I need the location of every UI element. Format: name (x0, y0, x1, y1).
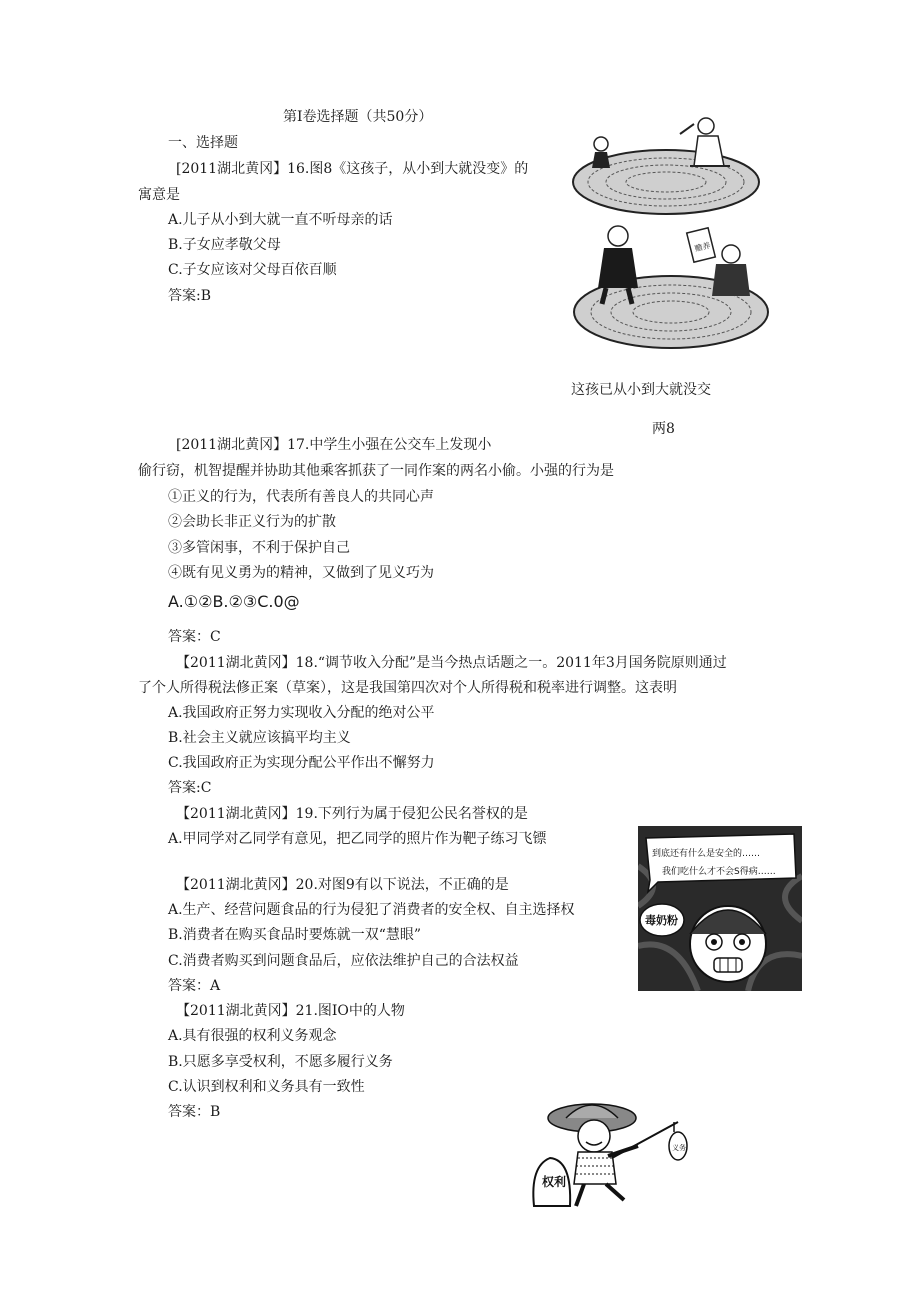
q17-options: A.①②B.②③C.0@ (168, 592, 300, 611)
q19-stem: 【2011湖北黄冈】19.下列行为属于侵犯公民名誉权的是 (176, 806, 528, 822)
figure-10 (528, 1096, 703, 1212)
figure-9-bubble-line2: 我们吃什么才不会S得病…… (662, 867, 776, 877)
q21-option-c: C.认识到权利和义务具有一致性 (168, 1079, 365, 1095)
q18-stem-line1: 【2011湖北黄冈】18.“调节收入分配”是当今热点话题之一。2011年3月国务院原则通过 (176, 655, 727, 671)
q18-option-c: C.我国政府正为实现分配公平作出不懈努力 (168, 755, 435, 771)
q16-option-b: B.子女应孝敬父母 (168, 237, 281, 253)
q17-answer: 答案：C (168, 629, 221, 645)
q17-stem-line2: 偷行窃，机智提醒并协助其他乘客抓获了一同作案的两名小偷。小强的行为是 (138, 463, 614, 479)
q21-option-a: A.具有很强的权利义务观念 (168, 1028, 337, 1044)
q20-answer: 答案：A (168, 978, 221, 994)
section-title: 第Ⅰ卷选择题（共50分） (283, 109, 433, 125)
figure-8 (566, 112, 776, 362)
figure-9-cartoon (638, 826, 802, 991)
q16-option-a: A.儿子从小到大就一直不听母亲的话 (168, 212, 393, 228)
q21-answer: 答案：B (168, 1104, 221, 1120)
q18-option-a: A.我国政府正努力实现收入分配的绝对公平 (168, 705, 435, 721)
q20-stem: 【2011湖北黄冈】20.对图9有以下说法，不正确的是 (176, 877, 509, 893)
q18-option-b: B.社会主义就应该搞平均主义 (168, 730, 351, 746)
figure-8-label: 两8 (652, 421, 675, 437)
q17-item-2: ②会助长非正义行为的扩散 (168, 514, 336, 530)
q17-item-4: ④既有见义勇为的精神，又做到了见义巧为 (168, 565, 434, 581)
q18-stem-line2: 了个人所得税法修正案（草案），这是我国第四次对个人所得税和税率进行调整。这表明 (138, 680, 677, 696)
q17-stem-line1: [2011湖北黄冈】17.中学生小强在公交车上发现小 (176, 437, 492, 453)
q16-option-c: C.子女应该对父母百依百顺 (168, 262, 337, 278)
q21-option-b: B.只愿多享受权利，不愿多履行义务 (168, 1054, 393, 1070)
q17-item-1: ①正义的行为，代表所有善良人的共同心声 (168, 489, 434, 505)
q20-option-b: B.消费者在购买食品时要炼就一双“慧眼” (168, 927, 422, 943)
q18-answer: 答案:C (168, 780, 212, 796)
figure-8-caption: 这孩已从小到大就没交 (571, 382, 711, 398)
figure-9 (638, 826, 802, 991)
figure-8-cartoon (566, 112, 776, 362)
q17-item-3: ③多管闲事，不利于保护自己 (168, 540, 350, 556)
q16-stem-line2: 寓意是 (138, 187, 180, 203)
part-title: 一、选择题 (168, 135, 238, 151)
q20-option-a: A.生产、经营问题食品的行为侵犯了消费者的安全权、自主选择权 (168, 902, 575, 918)
figure-8-sign-text: 赡养 (693, 240, 712, 254)
q16-stem-line1: [2011湖北黄冈】16.图8《这孩子，从小到大就没变》的 (176, 161, 529, 177)
figure-10-bag-text: 义务 (672, 1144, 686, 1152)
figure-9-bubble-line1: 到底还有什么是安全的…… (652, 849, 761, 859)
q20-option-c: C.消费者购买到问题食品后，应依法维护自己的合法权益 (168, 953, 519, 969)
figure-10-sack-text: 权利 (542, 1175, 567, 1189)
q19-option-a: A.甲同学对乙同学有意见，把乙同学的照片作为靶子练习飞镖 (168, 831, 547, 847)
q16-answer: 答案:B (168, 288, 212, 304)
q21-stem: 【2011湖北黄冈】21.图IO中的人物 (176, 1003, 405, 1019)
figure-10-cartoon (528, 1096, 703, 1212)
figure-9-badge: 毒奶粉 (645, 914, 678, 927)
